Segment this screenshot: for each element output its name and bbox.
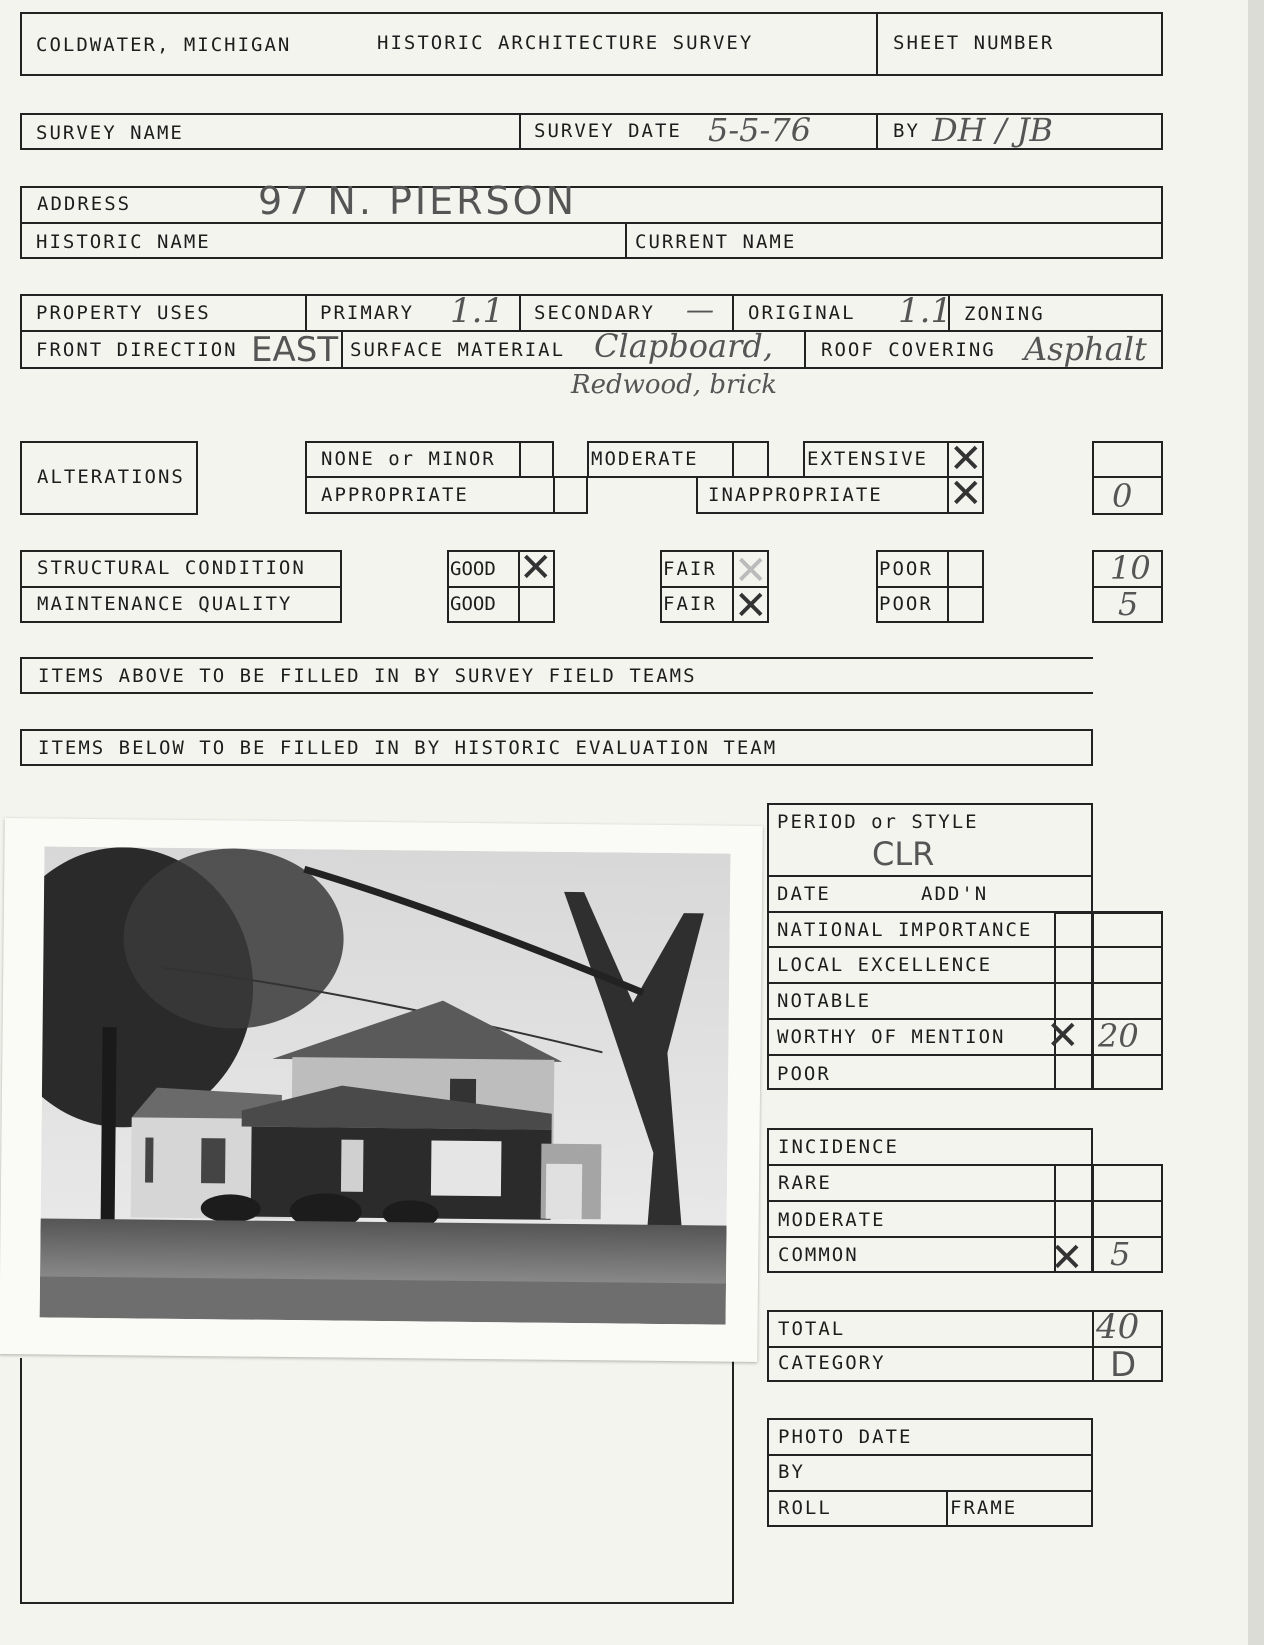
- period-style-value: CLR: [872, 835, 935, 873]
- maintenance-fair-label: FAIR: [663, 593, 717, 615]
- evaluation-poor-label: POOR: [777, 1063, 831, 1085]
- secondary-value: —: [686, 293, 714, 326]
- property-div-5: [341, 330, 343, 369]
- structural-fair-erased-mark: ✕: [734, 548, 768, 594]
- poor-div-h: [876, 586, 984, 588]
- worthy-of-mention-label: WORTHY OF MENTION: [777, 1026, 1006, 1048]
- structural-good-label: GOOD: [450, 558, 496, 580]
- maintenance-score: 5: [1118, 585, 1139, 623]
- property-div-3: [732, 294, 734, 330]
- current-name-label: CURRENT NAME: [635, 231, 797, 253]
- incidence-line-1: [767, 1164, 1163, 1166]
- surface-material-label: SURFACE MATERIAL: [350, 339, 566, 361]
- maintenance-poor-label: POOR: [879, 593, 933, 615]
- address-label: ADDRESS: [37, 193, 132, 215]
- survey-divider-2: [876, 113, 878, 150]
- lower-bottom-border: [20, 1602, 734, 1604]
- eval-line-1: [767, 875, 1093, 877]
- property-div-1: [305, 294, 307, 330]
- surface-material-value-2: Redwood, brick: [571, 370, 778, 400]
- incidence-line-3: [767, 1236, 1163, 1238]
- evaluation-score-column: [1054, 912, 1163, 1090]
- header-divider: [876, 12, 878, 76]
- total-div-v: [1092, 1310, 1094, 1382]
- property-uses-label: PROPERTY USES: [36, 302, 211, 324]
- incidence-moderate-label: MODERATE: [778, 1209, 886, 1231]
- appropriate-check-div: [553, 476, 555, 514]
- address-divider-v: [625, 222, 627, 259]
- photo-info-div-v: [946, 1490, 948, 1527]
- roof-covering-value: Asphalt: [1024, 330, 1147, 368]
- property-divider-h: [20, 330, 1163, 332]
- extensive-x-mark: ✕: [949, 436, 983, 482]
- secondary-label: SECONDARY: [534, 302, 655, 324]
- original-label: ORIGINAL: [748, 302, 856, 324]
- common-x-mark: ✕: [1050, 1235, 1084, 1281]
- common-label: COMMON: [778, 1244, 859, 1266]
- lower-left-border: [20, 1358, 22, 1604]
- primary-label: PRIMARY: [320, 302, 415, 324]
- poor-div-v: [947, 550, 949, 623]
- evaluation-score-div: [1092, 912, 1094, 1090]
- roof-covering-label: ROOF COVERING: [821, 339, 996, 361]
- page-edge: [1248, 0, 1264, 1645]
- photo-by-label: BY: [778, 1461, 805, 1483]
- moderate-label: MODERATE: [591, 448, 699, 470]
- structural-condition-label: STRUCTURAL CONDITION: [37, 557, 306, 579]
- city-label: COLDWATER, MICHIGAN: [36, 34, 292, 56]
- surface-material-value: Clapboard,: [594, 327, 774, 365]
- original-value: 1.1: [898, 291, 953, 331]
- survey-name-label: SURVEY NAME: [36, 122, 184, 144]
- none-minor-check-div: [519, 441, 521, 478]
- inappropriate-label: INAPPROPRIATE: [708, 484, 883, 506]
- structural-good-x-mark: ✕: [519, 545, 553, 591]
- maintenance-quality-label: MAINTENANCE QUALITY: [37, 593, 293, 615]
- photo-info-line-2: [767, 1490, 1093, 1492]
- property-div-6: [804, 330, 806, 369]
- front-direction-label: FRONT DIRECTION: [36, 339, 238, 361]
- worthy-score: 20: [1098, 1017, 1139, 1055]
- photo-info-line-1: [767, 1454, 1093, 1456]
- appropriate-label: APPROPRIATE: [321, 484, 469, 506]
- maintenance-fair-x-mark: ✕: [734, 583, 768, 629]
- survey-divider-1: [519, 113, 521, 150]
- addn-label: ADD'N: [921, 883, 989, 905]
- incidence-label: INCIDENCE: [778, 1136, 899, 1158]
- common-score: 5: [1110, 1235, 1131, 1273]
- note-above: ITEMS ABOVE TO BE FILLED IN BY SURVEY FIELD TEAMS: [38, 665, 697, 687]
- form-title: HISTORIC ARCHITECTURE SURVEY: [377, 32, 754, 54]
- alterations-score: 0: [1112, 477, 1133, 515]
- rare-label: RARE: [778, 1172, 832, 1194]
- eval-line-2: [767, 911, 1163, 913]
- frame-label: FRAME: [950, 1497, 1018, 1519]
- national-importance-label: NATIONAL IMPORTANCE: [777, 919, 1033, 941]
- address-divider-h: [20, 222, 1163, 224]
- incidence-score-div: [1092, 1164, 1094, 1273]
- sheet-number-label: SHEET NUMBER: [893, 32, 1055, 54]
- primary-value: 1.1: [450, 291, 505, 331]
- house-photograph: [0, 818, 763, 1362]
- survey-date-value: 5-5-76: [708, 111, 812, 149]
- incidence-line-2: [767, 1200, 1163, 1202]
- extensive-label: EXTENSIVE: [807, 448, 928, 470]
- none-minor-label: NONE or MINOR: [321, 448, 496, 470]
- eval-line-3: [767, 946, 1163, 948]
- survey-by-label: BY: [893, 120, 920, 142]
- survey-by-value: DH / JB: [932, 111, 1054, 149]
- survey-date-label: SURVEY DATE: [534, 120, 682, 142]
- notable-label: NOTABLE: [777, 990, 872, 1012]
- structural-score: 10: [1110, 549, 1151, 587]
- historic-name-label: HISTORIC NAME: [36, 231, 211, 253]
- date-label: DATE: [777, 883, 831, 905]
- alterations-label: ALTERATIONS: [37, 466, 185, 488]
- category-value: D: [1110, 1345, 1137, 1385]
- structural-fair-label: FAIR: [663, 558, 717, 580]
- maintenance-good-label: GOOD: [450, 593, 496, 615]
- total-label: TOTAL: [778, 1318, 846, 1340]
- front-direction-value: EAST: [251, 330, 339, 370]
- roll-label: ROLL: [778, 1497, 832, 1519]
- property-div-2: [519, 294, 521, 330]
- note-below: ITEMS BELOW TO BE FILLED IN BY HISTORIC EVALUATION TEAM: [38, 737, 778, 759]
- local-excellence-label: LOCAL EXCELLENCE: [777, 954, 993, 976]
- structural-poor-label: POOR: [879, 558, 933, 580]
- address-value: 97 N. PIERSON: [258, 179, 578, 223]
- worthy-x-mark: ✕: [1046, 1013, 1080, 1059]
- house-photo-image: [40, 846, 731, 1324]
- period-style-label: PERIOD or STYLE: [777, 811, 979, 833]
- zoning-label: ZONING: [964, 303, 1045, 325]
- moderate-check-div: [732, 441, 734, 478]
- total-value: 40: [1096, 1307, 1140, 1347]
- inappropriate-x-mark: ✕: [949, 471, 983, 517]
- eval-line-4: [767, 982, 1163, 984]
- photo-date-label: PHOTO DATE: [778, 1426, 913, 1448]
- category-label: CATEGORY: [778, 1352, 886, 1374]
- condition-label-div: [20, 586, 342, 588]
